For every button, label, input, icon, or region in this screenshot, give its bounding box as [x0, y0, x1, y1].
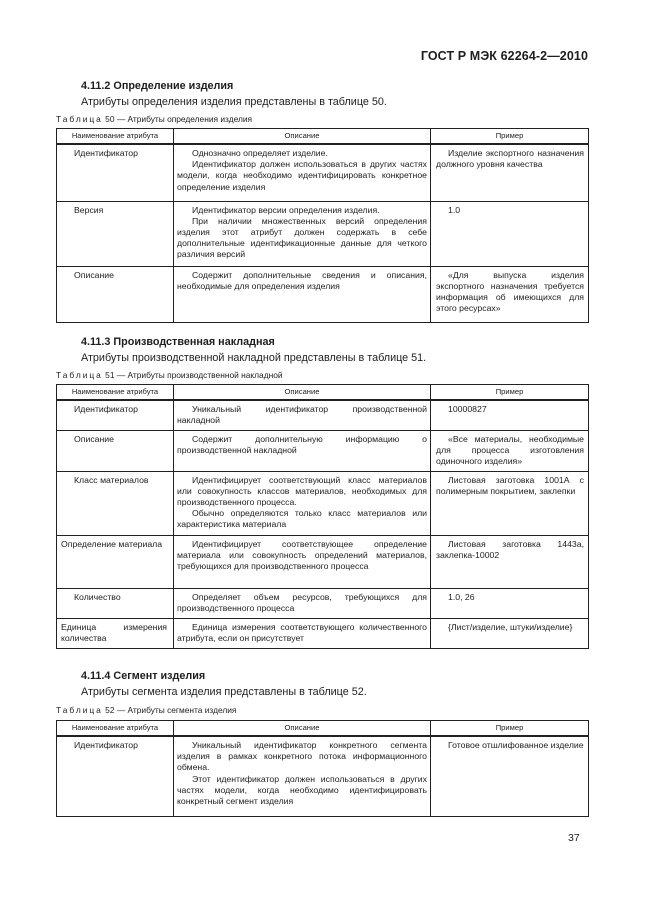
attribute-example: 1.0: [431, 201, 589, 266]
attribute-name: Количество: [57, 588, 174, 618]
attribute-description: Содержит дополнительные сведения и описания, необходимые для определения изделия: [174, 266, 431, 322]
section-title: 4.11.3 Производственная накладная: [81, 336, 275, 348]
table-row: [57, 618, 589, 648]
attribute-description: Определяет объем ресурсов, требующихся для производственного процесса: [174, 588, 431, 618]
table-row: [57, 471, 589, 535]
table-row: [57, 144, 589, 201]
attribute-example: «Для выпуска изделия экспортного назначения требуется информация об имеющихся для этого ресурсах»: [431, 266, 589, 322]
caption-label: Таблица: [56, 705, 103, 715]
attribute-name: Определение материала: [57, 535, 174, 588]
attribute-name: Идентификатор: [57, 400, 174, 430]
column-header-name: Наименование атрибута: [57, 721, 174, 737]
attributes-table-51: [56, 384, 589, 649]
column-header-name: Наименование атрибута: [57, 385, 174, 401]
table-row: [57, 588, 589, 618]
table-row: [57, 400, 589, 430]
attribute-example: 1.0, 26: [431, 588, 589, 618]
column-header-description: Описание: [174, 385, 431, 401]
section-intro: Атрибуты производственной накладной представлены в таблице 51.: [81, 352, 427, 364]
attribute-description: Идентифицирует соответствующее определение материала или совокупность определений материалов, требующихся для производственного процесса: [174, 535, 431, 588]
caption-text: 52 — Атрибуты сегмента изделия: [102, 705, 237, 715]
caption-label: Таблица: [56, 370, 103, 380]
table-row: [57, 266, 589, 322]
attribute-description: Идентифицирует соответствующий класс материалов или совокупность классов материалов, необходимых для производственного процесса. Обычно определяются только класс материалов или характеристика материала: [174, 471, 431, 535]
attribute-example: {Лист/изделие, штуки/изделие}: [431, 618, 589, 648]
caption-text: 50 — Атрибуты определения изделия: [102, 114, 253, 124]
attribute-name: Идентификатор: [57, 736, 174, 816]
attribute-example: Листовая заготовка 1443а, заклепка-10002: [431, 535, 589, 588]
column-header-example: Пример: [431, 385, 589, 401]
table-row: [57, 430, 589, 471]
attribute-example: Листовая заготовка 1001А с полимерным покрытием, заклепки: [431, 471, 589, 535]
section-title: 4.11.2 Определение изделия: [81, 80, 234, 92]
section-intro: Атрибуты определения изделия представлены в таблице 50.: [81, 96, 387, 108]
attribute-example: Изделие экспортного назначения должного уровня качества: [431, 144, 589, 201]
caption-text: 51 — Атрибуты производственной накладной: [102, 370, 283, 380]
column-header-example: Пример: [431, 721, 589, 737]
attributes-table-50: [56, 128, 589, 323]
attribute-description: Идентификатор версии определения изделия. При наличии множественных версий определения изделия этот атрибут должен содержать в себе дополнительные идентификационные данные для четкого различия версий: [174, 201, 431, 266]
section-title: 4.11.4 Сегмент изделия: [81, 670, 206, 682]
table-caption: [56, 114, 252, 124]
attribute-name: Идентификатор: [57, 144, 174, 201]
attribute-name: Описание: [57, 430, 174, 471]
attribute-name: Класс материалов: [57, 471, 174, 535]
attribute-description: Однозначно определяет изделие. Идентификатор должен использоваться в других частях модели, когда необходимо идентифицировать конкретное определение изделия: [174, 144, 431, 201]
caption-label: Таблица: [56, 114, 103, 124]
table-caption: [56, 370, 283, 380]
attribute-description: Уникальный идентификатор конкретного сегмента изделия в рамках конкретного потока информационного обмена. Этот идентификатор должен использоваться в других частях модели, когда необходимо идентифицировать конкретный сегмент изделия: [174, 736, 431, 816]
attribute-description: Единица измерения соответствующего количественного атрибута, если он присутствует: [174, 618, 431, 648]
attribute-name: Версия: [57, 201, 174, 266]
column-header-example: Пример: [431, 129, 589, 145]
attribute-example: «Все материалы, необходимые для процесса изготовления одиночного изделия»: [431, 430, 589, 471]
attribute-example: 10000827: [431, 400, 589, 430]
table-row: [57, 736, 589, 816]
column-header-name: Наименование атрибута: [57, 129, 174, 145]
standard-header: ГОСТ Р МЭК 62264-2—2010: [420, 49, 588, 63]
column-header-description: Описание: [174, 129, 431, 145]
section-intro: Атрибуты сегмента изделия представлены в таблице 52.: [81, 686, 367, 698]
attribute-description: Содержит дополнительную информацию о производственной накладной: [174, 430, 431, 471]
attributes-table-52: [56, 720, 589, 817]
attribute-name: Описание: [57, 266, 174, 322]
attribute-description: Уникальный идентификатор производственной накладной: [174, 400, 431, 430]
attribute-example: Готовое отшлифованное изделие: [431, 736, 589, 816]
column-header-description: Описание: [174, 721, 431, 737]
table-row: [57, 201, 589, 266]
page-number: 37: [568, 832, 580, 844]
attribute-name: Единица измерения количества: [57, 618, 174, 648]
table-caption: [56, 705, 236, 715]
table-row: [57, 535, 589, 588]
